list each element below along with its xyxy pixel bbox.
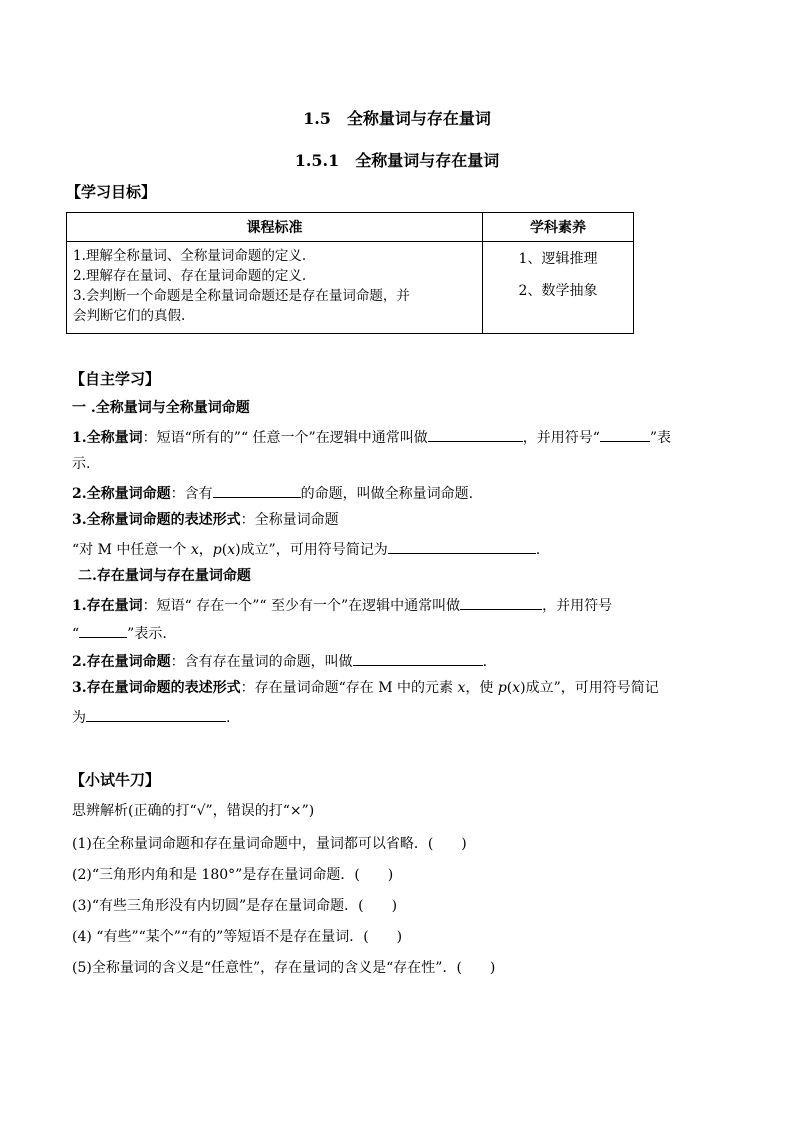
answer-blank[interactable] [86, 706, 226, 722]
text: . [482, 654, 488, 670]
term-label: 3.存在量词命题的表述形式 [72, 680, 241, 696]
literacy-cell [483, 242, 634, 334]
term-label: 1.存在量词 [72, 598, 143, 614]
universal-form-line [72, 510, 339, 530]
text: ( [506, 680, 513, 696]
standard-item: 3.会判断一个命题是全称量词命题还是存在量词命题，并 [73, 288, 410, 304]
text: 为 [72, 710, 86, 726]
answer-blank[interactable] [79, 622, 127, 638]
text: ”表 [649, 430, 672, 446]
line-continuation: 示. [72, 456, 91, 472]
text: . [535, 542, 541, 558]
standard-item: 1.理解全称量词、全称量词命题的定义. [73, 248, 307, 264]
existential-form-continuation [72, 706, 230, 728]
text: ：短语“所有的”“ 任意一个”在逻辑中通常叫做 [142, 430, 428, 446]
practice-item: (5)全称量词的含义是“任意性”，存在量词的含义是“存在性”．( ) [72, 960, 496, 976]
term-label: 3.全称量词命题的表述形式 [72, 512, 241, 528]
text: ”表示. [127, 626, 167, 642]
var-x: x [457, 680, 466, 696]
universal-proposition-line [72, 482, 473, 504]
term-label: 2.全称量词命题 [72, 486, 171, 502]
text: . [226, 710, 231, 726]
existential-proposition-line [72, 650, 487, 672]
text: ：含有存在量词的命题，叫做 [170, 654, 353, 670]
text: ，并用符号 [542, 598, 613, 614]
answer-blank[interactable] [213, 482, 301, 498]
part2-title: 二.存在量词与存在量词命题 [78, 568, 251, 584]
universal-quantifier-line [72, 426, 671, 448]
text: ：含有 [170, 486, 213, 502]
text: ：短语“ 存在一个”“ 至少有一个”在逻辑中通常叫做 [142, 598, 461, 614]
col-course-standard: 课程标准 [67, 213, 483, 242]
var-p: p [212, 542, 222, 558]
existential-quantifier-line [72, 594, 612, 616]
text: ：存在量词命题“存在 M 中的元素 [240, 680, 458, 696]
text: “对 M 中任意一个 [72, 542, 191, 558]
term-label: 2.存在量词命题 [72, 654, 171, 670]
text: )成立”，可用符号简记 [520, 680, 659, 696]
text: ( [221, 542, 228, 558]
var-x: x [512, 680, 521, 696]
self-study-heading: 【自主学习】 [70, 370, 161, 388]
var-p: p [497, 680, 507, 696]
literacy-item: 2、数学抽象 [518, 283, 598, 299]
text: ，使 [465, 680, 498, 696]
universal-form-detail [72, 538, 540, 560]
answer-blank[interactable] [388, 538, 536, 554]
var-x: x [190, 542, 199, 558]
answer-blank[interactable] [353, 650, 483, 666]
practice-intro: 思辨解析(正确的打“√”，错误的打“×”) [72, 803, 315, 819]
text: 的命题，叫做全称量词命题. [300, 486, 474, 502]
existential-form-line [72, 678, 659, 698]
text: ：全称量词命题 [240, 512, 339, 528]
term-label: 1.全称量词 [72, 430, 143, 446]
practice-item: (1)在全称量词命题和存在量词命题中，量词都可以省略．( ) [72, 836, 467, 852]
standard-item: 会判断它们的真假. [73, 308, 186, 324]
text: ， [198, 542, 213, 558]
page-title: 1.5 全称量词与存在量词 [303, 109, 491, 128]
practice-item: (3)“有些三角形没有内切圆”是存在量词命题．( ) [72, 898, 398, 914]
standards-cell [67, 242, 483, 334]
learning-goals-table [66, 212, 634, 334]
answer-blank[interactable] [460, 594, 542, 610]
section-subtitle: 1.5.1 全称量词与存在量词 [294, 151, 500, 170]
text: )成立”，可用符号简记为 [235, 542, 388, 558]
learning-goals-heading: 【学习目标】 [66, 183, 157, 201]
col-subject-literacy: 学科素养 [483, 213, 634, 242]
answer-blank[interactable] [428, 426, 523, 442]
practice-heading: 【小试牛刀】 [70, 771, 161, 789]
existential-symbol-line [72, 622, 167, 644]
var-x: x [227, 542, 236, 558]
text: ，并用符号“ [522, 430, 600, 446]
answer-blank[interactable] [600, 426, 650, 442]
standard-item: 2.理解存在量词、存在量词命题的定义. [73, 268, 307, 284]
text: “ [72, 626, 80, 642]
part1-title: 一 .全称量词与全称量词命题 [72, 400, 250, 416]
practice-item: (2)“三角形内角和是 180°”是存在量词命题．( ) [72, 867, 394, 883]
practice-item: (4) “有些”“某个”“有的”等短语不是存在量词．( ) [72, 929, 403, 945]
literacy-item: 1、逻辑推理 [518, 251, 598, 267]
